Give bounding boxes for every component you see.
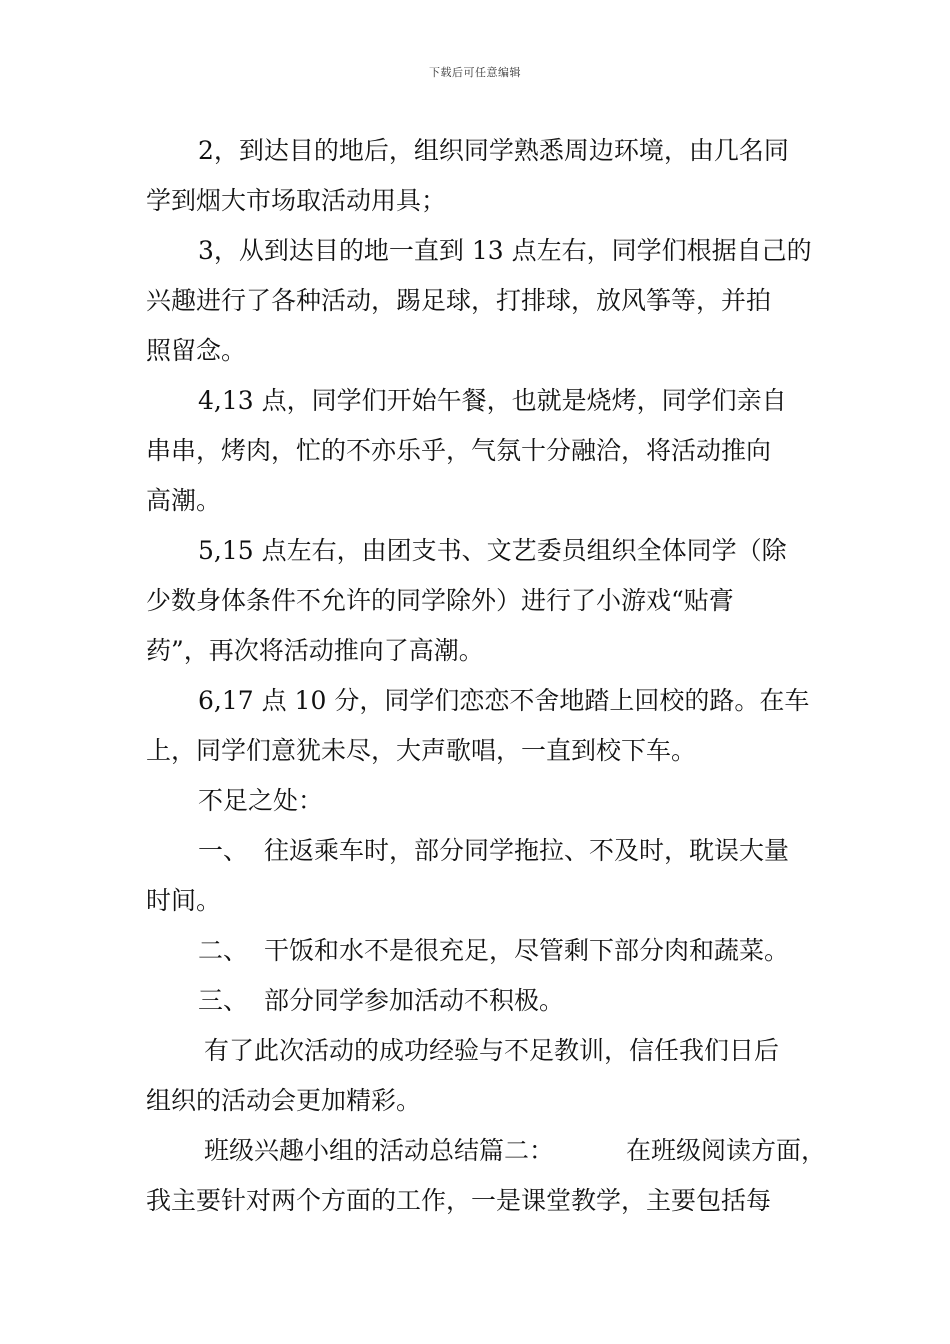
document-body (146, 126, 836, 1226)
paragraph-line: 3，从到达目的地一直到 13 点左右，同学们根据自己的 (198, 236, 812, 265)
list-item-text: 部分同学参加活动不积极。 (264, 986, 565, 1015)
paragraph-line: 4,13 点，同学们开始午餐，也就是烧烤，同学们亲自 (198, 386, 787, 415)
paragraph-line: 时间。 (146, 886, 222, 915)
paragraph-line: 少数身体条件不允许的同学除外）进行了小游戏“贴膏 (146, 586, 734, 615)
list-item-text: 干饭和水不是很充足，尽管剩下部分肉和蔬菜。 (264, 936, 790, 965)
paragraph-line: 上，同学们意犹未尽，大声歌唱，一直到校下车。 (146, 736, 697, 765)
section-title: 班级兴趣小组的活动总结篇二： (204, 1136, 555, 1165)
list-item-text: 往返乘车时，部分同学拖拉、不及时，耽误大量 (264, 836, 790, 865)
paragraph-line: 药”，再次将活动推向了高潮。 (146, 636, 484, 665)
paragraph-line (146, 1126, 836, 1176)
section-heading: 不足之处： (198, 786, 324, 815)
paragraph-line: 2，到达目的地后，组织同学熟悉周边环境，由几名同 (198, 136, 789, 165)
paragraph-text: 在班级阅读方面， (626, 1136, 827, 1165)
paragraph-line: 照留念。 (146, 336, 247, 365)
page-header-note: 下载后可任意编辑 (429, 66, 521, 79)
list-number: 三、 (198, 986, 249, 1015)
paragraph-line: 我主要针对两个方面的工作，一是课堂教学，主要包括每 (146, 1186, 772, 1215)
list-number: 二、 (198, 936, 249, 965)
paragraph-line: 组织的活动会更加精彩。 (146, 1086, 422, 1115)
shortcoming-item (146, 826, 836, 876)
paragraph-line: 5,15 点左右，由团支书、文艺委员组织全体同学（除 (198, 536, 787, 565)
paragraph-line: 串串，烤肉，忙的不亦乐乎，气氛十分融洽，将活动推向 (146, 436, 772, 465)
paragraph-line: 6,17 点 10 分，同学们恋恋不舍地踏上回校的路。在车 (198, 686, 810, 715)
paragraph-line: 兴趣进行了各种活动，踢足球，打排球，放风筝等，并拍 (146, 286, 772, 315)
paragraph-line: 高潮。 (146, 486, 222, 515)
shortcoming-item (146, 926, 836, 976)
list-number: 一、 (198, 836, 249, 865)
paragraph-line: 学到烟大市场取活动用具； (146, 186, 447, 215)
shortcoming-item (146, 976, 836, 1026)
paragraph-line: 有了此次活动的成功经验与不足教训，信任我们日后 (204, 1036, 780, 1065)
